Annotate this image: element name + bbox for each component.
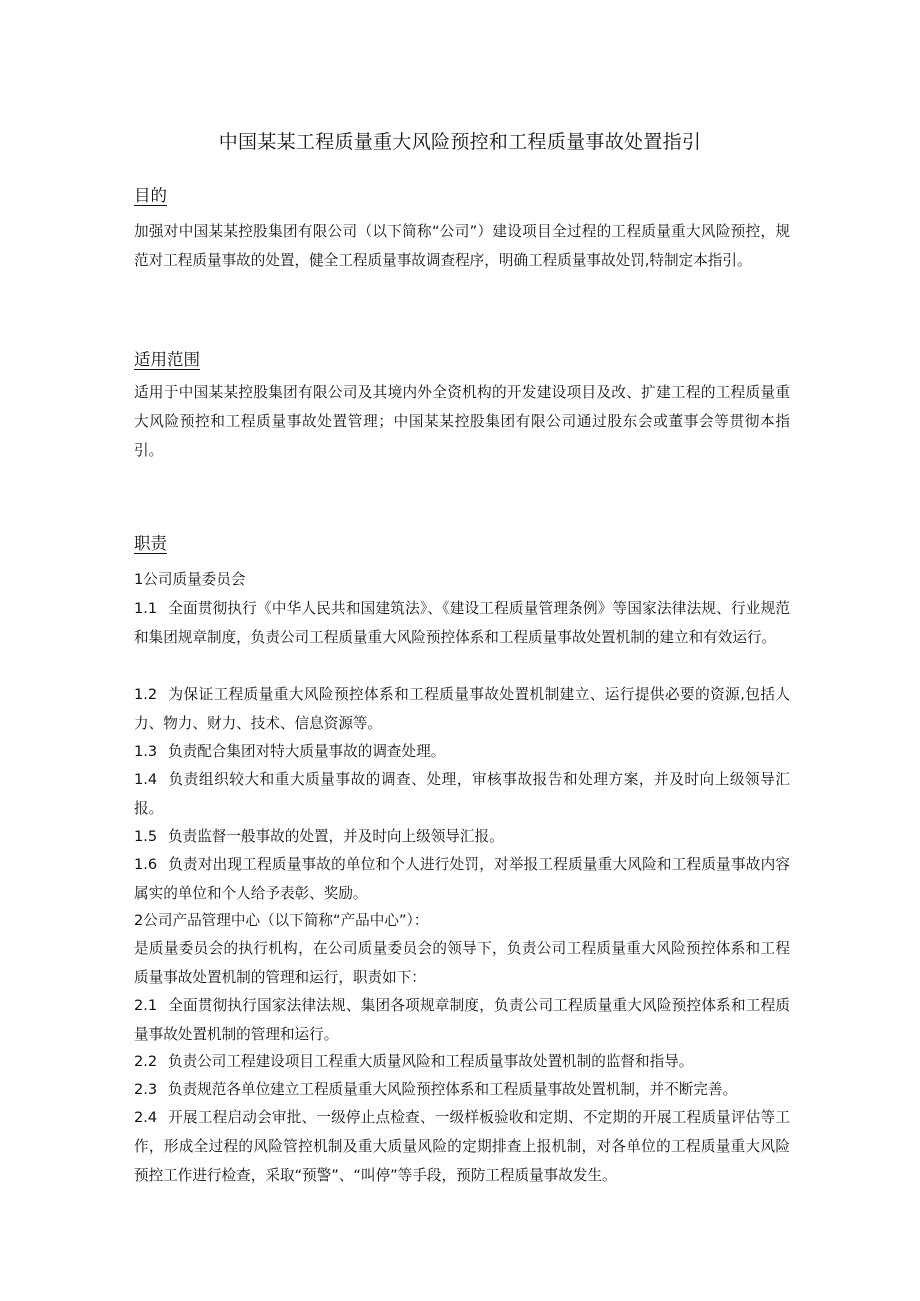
section-heading-responsibilities: 职责 [134,534,167,553]
item-text: 负责配合集团对特大质量事故的调查处理。 [168,743,446,760]
responsibility-item-1-2 [134,680,790,738]
subsection-title-quality-committee [134,565,790,594]
responsibility-item-2-4 [134,1103,790,1190]
item-number: 1.6 [134,856,158,873]
purpose-paragraph: 加强对中国某某控股集团有限公司（以下简称“公司”）建设项目全过程的工程质量重大风险预控，规范对工程质量事故的处置，健全工程质量事故调查程序，明确工程质量事故处罚,特制定本指引。 [134,223,790,269]
item-number: 1.3 [134,743,158,760]
scope-paragraph: 适用于中国某某控股集团有限公司及其境内外全资机构的开发建设项目及改、扩建工程的工程质量重大风险预控和工程质量事故处置管理；中国某某控股集团有限公司通过股东会或董事会等贯彻本指引。 [134,384,790,459]
responsibility-item-2-2 [134,1047,790,1076]
section-heading-purpose: 目的 [134,186,167,205]
item-number: 1.1 [134,600,158,617]
item-number: 1.5 [134,828,158,845]
product-center-intro [134,934,790,992]
responsibility-item-2-1 [134,991,790,1049]
responsibility-item-1-4 [134,765,790,823]
item-text: 负责组织较大和重大质量事故的调查、处理，审核事故报告和处理方案，并及时向上级领导汇报。 [134,771,790,817]
document-title: 中国某某工程质量重大风险预控和工程质量事故处置指引 [218,131,702,153]
item-number: 2.4 [134,1109,158,1126]
responsibility-item-1-6 [134,850,790,908]
subsection-title-product-center [134,906,790,935]
responsibility-item-1-3 [134,737,790,766]
item-text: 是质量委员会的执行机构，在公司质量委员会的领导下，负责公司工程质量重大风险预控体系和工程质量事故处置机制的管理和运行，职责如下： [134,940,790,986]
responsibility-item-1-1 [134,594,790,652]
item-number: 1.2 [134,686,158,703]
responsibility-item-2-3 [134,1075,790,1104]
item-text: 全面贯彻执行《中华人民共和国建筑法》、《建设工程质量管理条例》等国家法律法规、行业规范和集团规章制度，负责公司工程质量重大风险预控体系和工程质量事故处置机制的建立和有效运行。 [134,600,790,646]
item-number: 2.2 [134,1053,158,1070]
responsibility-item-1-5 [134,822,790,851]
item-text: 为保证工程质量重大风险预控体系和工程质量事故处置机制建立、运行提供必要的资源,包括人力、物力、财力、技术、信息资源等。 [134,686,790,732]
item-number: 1.4 [134,771,158,788]
item-text: 负责规范各单位建立工程质量重大风险预控体系和工程质量事故处置机制，并不断完善。 [168,1081,738,1098]
item-text: 全面贯彻执行国家法律法规、集团各项规章制度，负责公司工程质量重大风险预控体系和工程质量事故处置机制的管理和运行。 [134,997,790,1043]
item-text: 1公司质量委员会 [134,571,246,588]
item-text: 开展工程启动会审批、一级停止点检查、一级样板验收和定期、不定期的开展工程质量评估等工作，形成全过程的风险管控机制及重大质量风险的定期排查上报机制，对各单位的工程质量重大风险预控工作进行检查，采取“预警”、“叫停”等手段，预防工程质量事故发生。 [134,1109,790,1184]
item-text: 负责对出现工程质量事故的单位和个人进行处罚，对举报工程质量重大风险和工程质量事故内容属实的单位和个人给予表彰、奖励。 [134,856,790,902]
section-heading-scope: 适用范围 [134,350,200,369]
item-text: 2公司产品管理中心（以下简称“产品中心”）： [134,912,429,929]
item-number: 2.3 [134,1081,158,1098]
item-text: 负责监督一般事故的处置，并及时向上级领导汇报。 [168,828,504,845]
item-text: 负责公司工程建设项目工程重大质量风险和工程质量事故处置机制的监督和指导。 [168,1053,694,1070]
item-number: 2.1 [134,997,158,1014]
